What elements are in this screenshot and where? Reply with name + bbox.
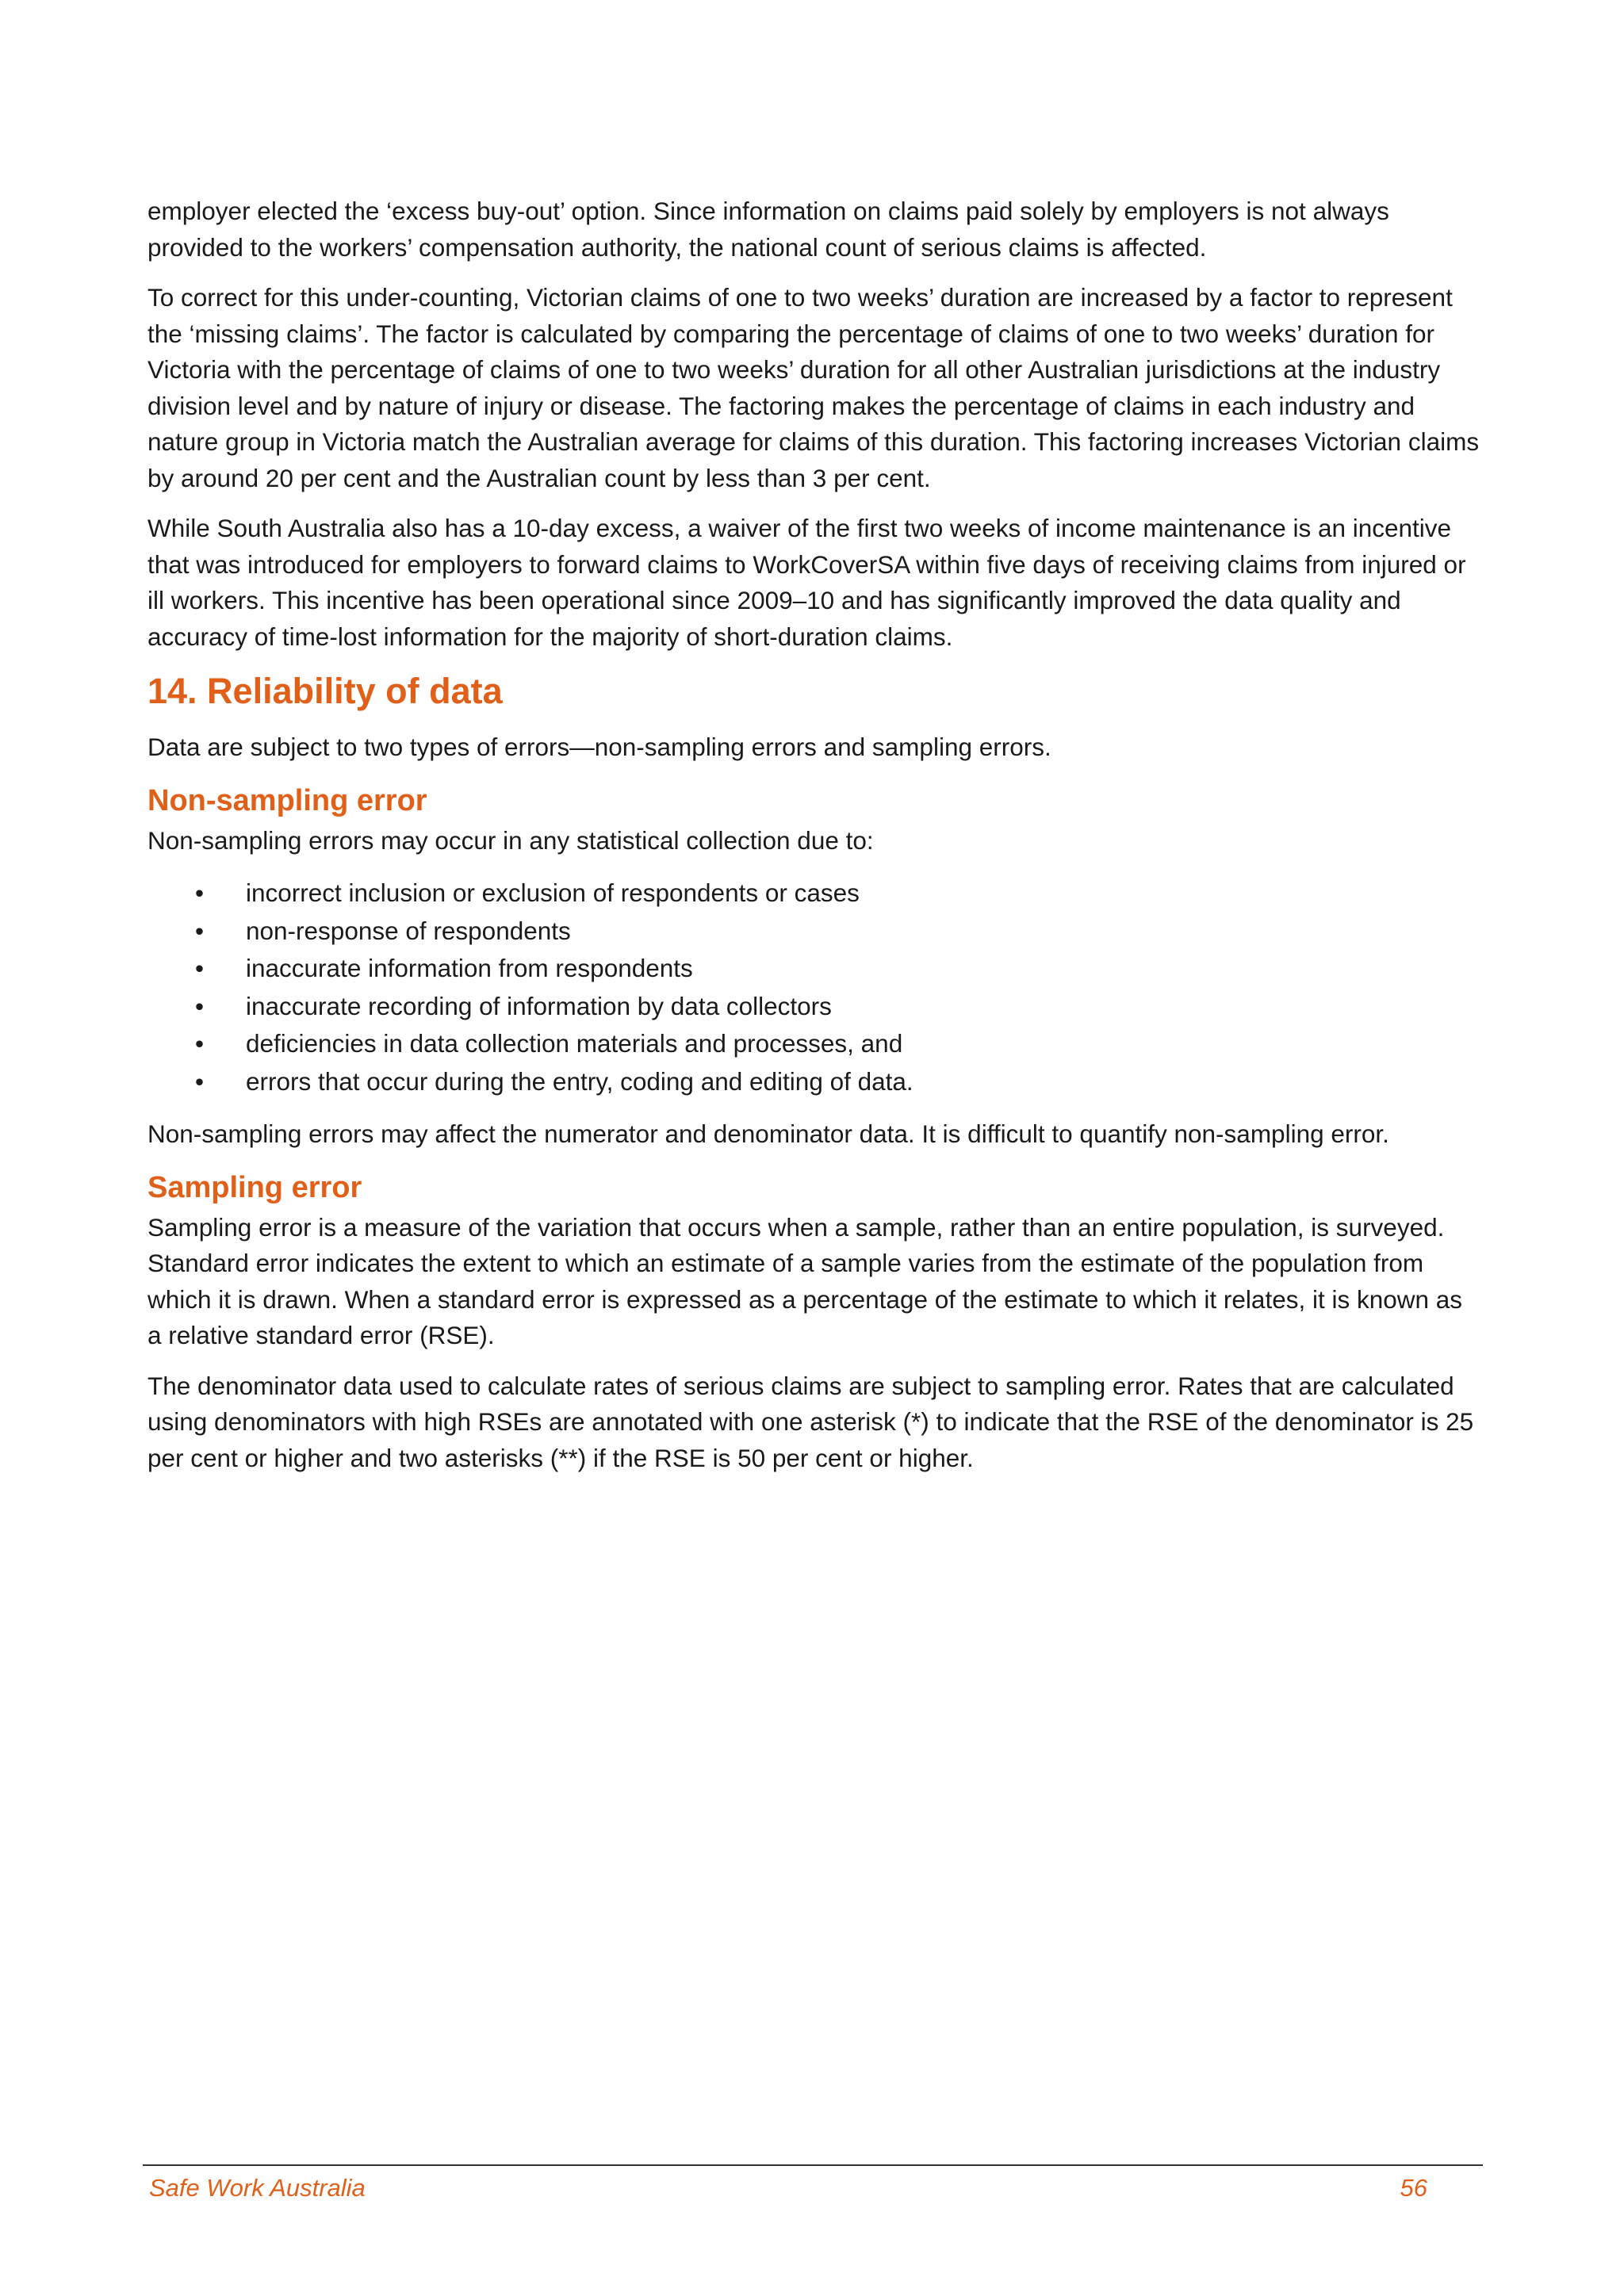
section-intro: Data are subject to two types of errors—non-sampling errors and sampling errors. [147,733,1051,761]
list-item [147,913,1480,951]
non-sampling-intro: Non-sampling errors may occur in any statistical collection due to: [147,825,874,855]
non-sampling-closing: Non-sampling errors may affect the numerator and denominator data. It is difficult to quantify non-sampling error. [147,1119,1389,1148]
footer-organisation: Safe Work Australia [149,2174,366,2202]
bullet-icon: • [195,916,205,945]
footer-page-number: 56 [1400,2174,1427,2202]
bullet-icon: • [195,954,205,982]
sampling-paragraph-definition: Sampling error is a measure of the variation that occurs when a sample, rather than an entire population, is surveyed. Standard error indicates the extent to which an estimate of a sample varies from the estimate of the population from which it is drawn. When a standard error is expressed as a percentage of the estimate to which it relates, it is known as a relative standard error (RSE). [147,1212,1463,1349]
list-item [147,950,1480,988]
list-item [147,874,1480,913]
document-body [147,193,1480,1490]
section-heading-reliability: 14. Reliability of data [147,671,503,711]
footer-divider [143,2164,1483,2166]
subheading-non-sampling-error: Non-sampling error [147,783,427,817]
list-item-text: inaccurate information from respondents [246,954,693,982]
bullet-icon: • [195,991,205,1020]
bullet-icon: • [195,1066,205,1096]
list-item-text: deficiencies in data collection materials and processes, and [246,1029,903,1058]
list-item-text: incorrect inclusion or exclusion of respondents or cases [246,878,860,907]
list-item-text: non-response of respondents [246,916,571,945]
bullet-icon: • [195,878,205,907]
subheading-sampling-error: Sampling error [147,1170,362,1204]
list-item-text: inaccurate recording of information by data collectors [246,991,832,1020]
paragraph-excess-buy-out: employer elected the ‘excess buy-out’ option. Since information on claims paid solely by employers is not always provided to the workers’ compensation authority, the national count of serious claims is affected. [147,197,1389,262]
non-sampling-causes-list [147,874,1480,1100]
bullet-icon: • [195,1029,205,1058]
sampling-paragraph-rse: The denominator data used to calculate rates of serious claims are subject to sampling error. Rates that are calculated using denominators with high RSEs are annotated with one asterisk (*) to indicate that the RSE of the denominator is 25 per cent or higher and two asterisks (**) if the RSE is 50 per cent or higher. [147,1371,1474,1472]
paragraph-south-australia: While South Australia also has a 10-day excess, a waiver of the first two weeks of income maintenance is an incentive that was introduced for employers to forward claims to WorkCoverSA within five days of receiving claims from injured or ill workers. This incentive has been operational since 2009–10 and has significantly improved the data quality and accuracy of time-lost information for the majority of short-duration claims. [147,514,1466,651]
list-item-text: errors that occur during the entry, coding and editing of data. [246,1066,914,1096]
list-item [147,988,1480,1026]
paragraph-under-counting: To correct for this under-counting, Victorian claims of one to two weeks’ duration are increased by a factor to represent the ‘missing claims’. The factor is calculated by comparing the percentage of claims of one to two weeks’ duration for Victoria with the percentage of claims of one to two weeks’ duration for all other Australian jurisdictions at the industry division level and by nature of injury or disease. The factoring makes the percentage of claims in each industry and nature group in Victoria match the Australian average for claims of this duration. This factoring increases Victorian claims by around 20 per cent and the Australian count by less than 3 per cent. [147,283,1480,492]
list-item [147,1063,1480,1101]
list-item [147,1025,1480,1063]
